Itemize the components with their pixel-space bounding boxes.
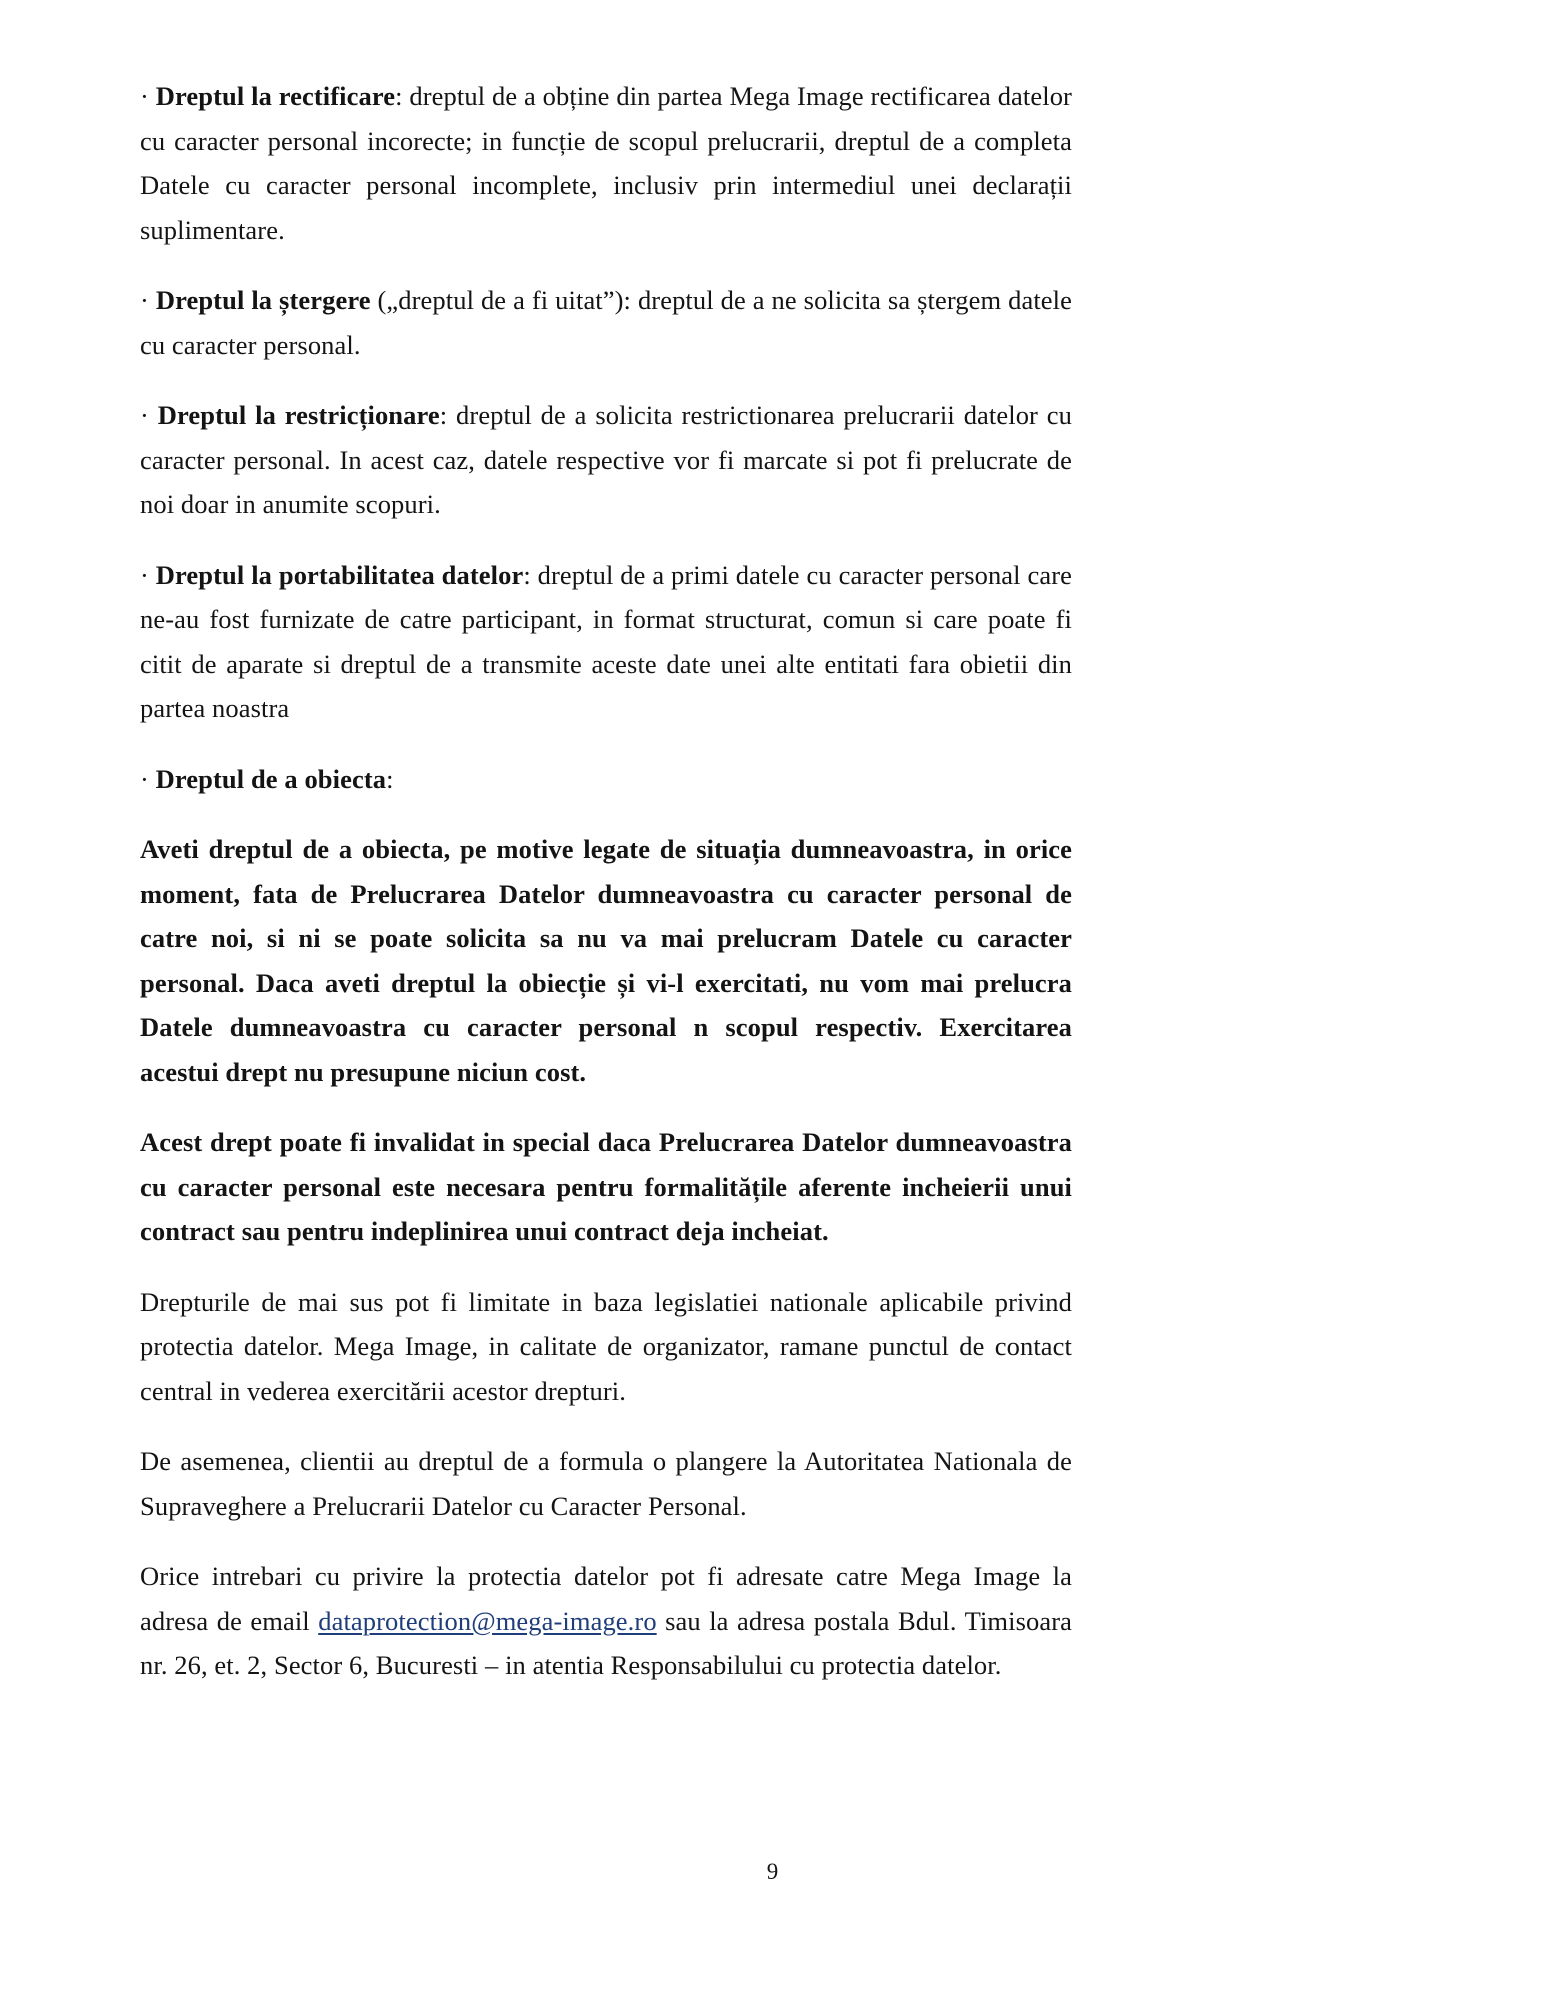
paragraph-text: : dreptul de a primi datele cu caracter personal care ne-au fost furnizate de catre participant, in format structurat, comun si care poate fi citit de aparate si dreptul de a transmite aceste date unei alte entitati fara obietii din partea noastra: [140, 559, 1072, 723]
paragraph-text: :: [386, 763, 394, 794]
paragraph-lead-label: Dreptul la rectificare: [155, 81, 396, 111]
paragraph-complaint-authority: De asemenea, clientii au dreptul de a formula o plangere la Autoritatea Nationala de Supraveghere a Prelucrarii Datelor cu Caracter Personal.: [140, 1446, 1072, 1521]
page-number: 9: [766, 1859, 779, 1884]
paragraph-lead-label: Dreptul de a obiecta: [155, 763, 387, 794]
paragraph-object-invalidation: Acest drept poate fi invalidat in special daca Prelucrarea Datelor dumneavoastra cu caracter personal este necesara pentru formalitățile aferente incheierii unui contract sau pentru indeplinirea unui contract deja incheiat.: [140, 1127, 1072, 1246]
paragraph-text: : dreptul de a obține din partea Mega Image rectificarea datelor cu caracter personal incorecte; in funcție de scopul prelucrarii, dreptul de a completa Datele cu caracter personal incomplete, inclusiv prin intermediul unei declarații suplimentare.: [140, 81, 1072, 245]
paragraph-right-object: [140, 757, 1072, 802]
contact-text-after-link: sau la adresa postala Bdul. Timisoara nr. 26, et. 2, Sector 6, Bucuresti – in atentia Responsabilului cu protectia datelor.: [140, 1605, 1072, 1680]
paragraph-object-explanation: Aveti dreptul de a obiecta, pe motive legate de situația dumneavoastra, in orice moment, fata de Prelucrarea Datelor dumneavoastra cu caracter personal de catre noi, si ni se poate solicita sa nu va mai prelucram Datele cu caracter personal. Daca aveti dreptul la obiecție și vi-l exercitati, nu vom mai prelucra Datele dumneavoastra cu caracter personal n scopul respectiv. Exercitarea acestui drept nu presupune niciun cost.: [140, 834, 1072, 1087]
bullet-marker: ·: [140, 81, 149, 111]
bullet-marker: ·: [140, 400, 149, 430]
document-body: [140, 74, 1072, 1688]
paragraph-lead-label: Dreptul la restricționare: [157, 400, 440, 430]
bullet-marker: ·: [140, 763, 149, 794]
paragraph-rights-limitation: Drepturile de mai sus pot fi limitate in baza legislatiei nationale aplicabile privind protectia datelor. Mega Image, in calitate de organizator, ramane punctul de contact central in vederea exercitării acestor drepturi.: [140, 1286, 1072, 1406]
paragraph-text: : dreptul de a solicita restrictionarea prelucrarii datelor cu caracter personal. In acest caz, datele respective vor fi marcate si pot fi prelucrate de noi doar in anumite scopuri.: [140, 400, 1073, 519]
paragraph-right-restriction: [140, 393, 1072, 527]
bullet-marker: ·: [140, 285, 149, 315]
paragraph-contact-details: [140, 1554, 1072, 1688]
paragraph-right-portability: [140, 553, 1072, 731]
paragraph-lead-label: Dreptul la ștergere: [155, 285, 371, 315]
email-link[interactable]: dataprotection@mega-image.ro: [318, 1605, 657, 1636]
paragraph-text: („dreptul de a fi uitat”): dreptul de a ne solicita sa ștergem datele cu caracter personal.: [140, 285, 1072, 360]
paragraph-lead-label: Dreptul la portabilitatea datelor: [155, 559, 524, 590]
contact-text-before-link: Orice intrebari cu privire la protectia datelor pot fi adresate catre Mega Image la adresa de email: [140, 1561, 1072, 1636]
paragraph-right-rectification: [140, 74, 1072, 252]
bullet-marker: ·: [140, 559, 149, 590]
paragraph-right-erasure: [140, 278, 1072, 367]
